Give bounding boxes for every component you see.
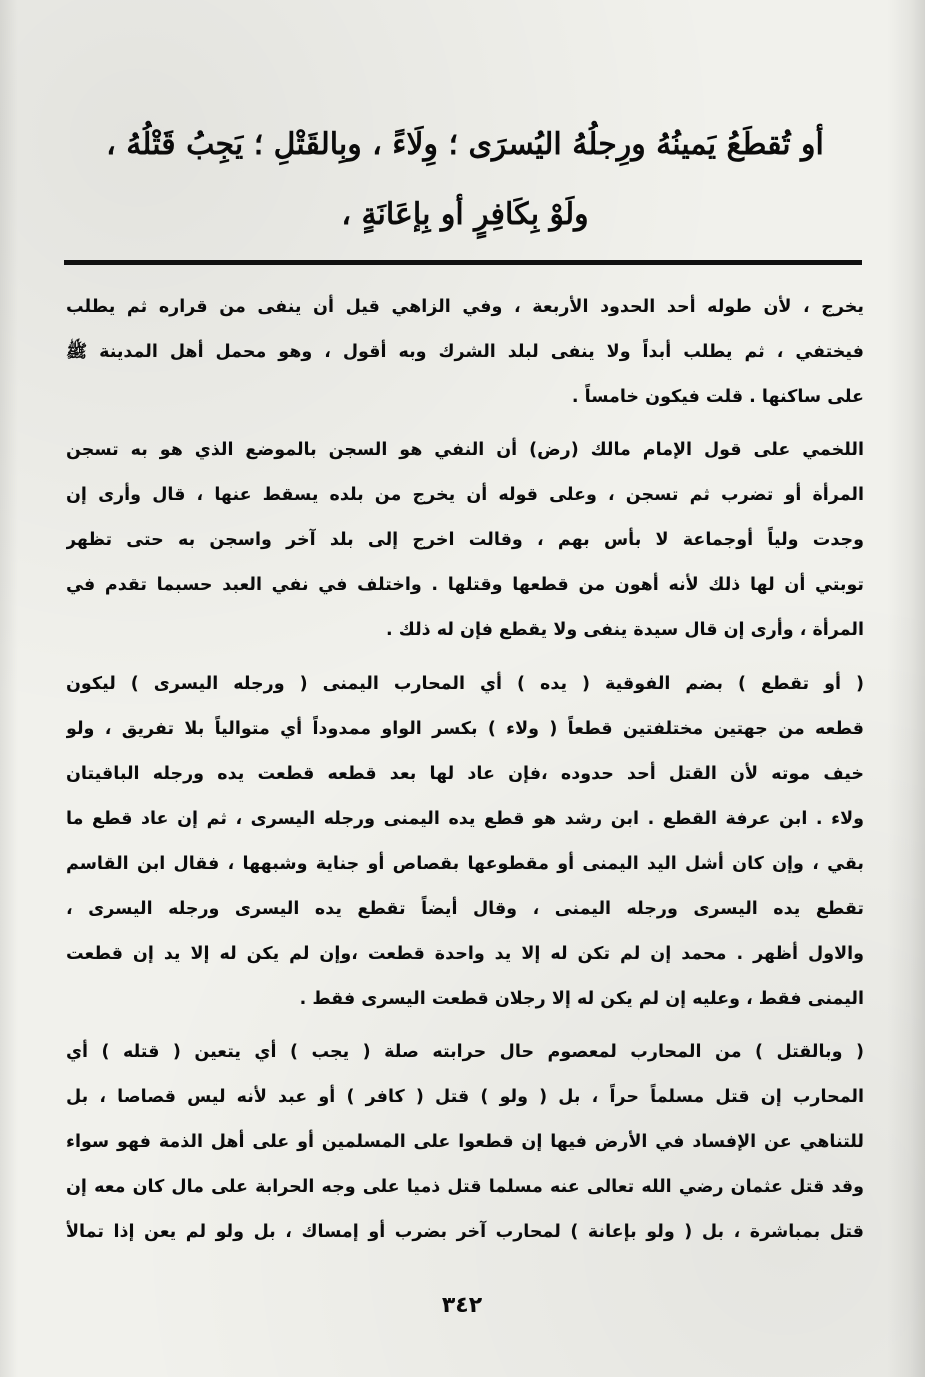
text-line: اليمنى فقط ، وعليه إن لم يكن له إلا رجلان قطعت اليسرى فقط .	[299, 989, 864, 1009]
text-line: قطعه من جهتين مختلفتين قطعاً ( ولاء ) بكسر الواو ممدوداً أي متوالياً بلا تفريق ، ولو	[66, 719, 864, 739]
text-line: على ساكنها . قلت فيكون خامساً .	[571, 387, 864, 407]
text-line: للتناهي عن الإفساد في الأرض فيها إن قطعوا على المسلمين أو على أهل الذمة فهو سواء	[66, 1132, 864, 1152]
paragraph-3	[66, 662, 864, 1022]
text-line: يخرج ، لأن طوله أحد الحدود الأربعة ، وفي الزاهي قيل أن ينفى من قراره ثم يطلب	[66, 297, 864, 317]
text-line: فيختفي ، ثم يطلب أبداً ولا ينفى لبلد الشرك وبه أقول ، وهو محمل أهل المدينة ﷺ	[66, 342, 864, 362]
paragraph-1	[66, 285, 864, 420]
text-line: المرأة أو تضرب ثم تسجن ، وعلى قوله أن يخرج من بلده يسقط عنها ، قال وأرى إن	[66, 485, 864, 505]
text-line: ولاء . ابن عرفة القطع . ابن رشد هو قطع يده اليمنى ورجله اليسرى ، ثم إن عاد قطع ما	[66, 809, 864, 829]
text-line: وقد قتل عثمان رضي الله تعالى عنه مسلما قتل ذميا على وجه الحرابة على مال كان معه إن	[66, 1177, 864, 1197]
text-line: المحارب إن قتل مسلماً حراً ، بل ( ولو ) قتل ( كافر ) أو عبد لأنه ليس قصاصا ، بل	[66, 1087, 864, 1107]
text-line: المرأة ، وأرى إن قال سيدة ينفى ولا يقطع فإن له ذلك .	[386, 620, 864, 640]
text-line: ( أو تقطع ) بضم الفوقية ( يده ) أي المحارب اليمنى ( ورجله اليسرى ) ليكون	[66, 674, 864, 694]
text-line: ( وبالقتل ) من المحارب لمعصوم حال حرابته صلة ( يجب ) أي يتعين ( قتله ) أي	[66, 1042, 864, 1062]
text-line: تقطع يده اليسرى ورجله اليمنى ، وقال أيضاً تقطع يده اليسرى ورجله اليسرى ،	[66, 899, 864, 919]
text-line: والاول أظهر . محمد إن لم تكن له إلا يد واحدة قطعت ،وإن لم يكن له إلا يد إن قطعت	[66, 944, 864, 964]
paragraph-2	[66, 428, 864, 653]
matn-line-1: أو تُقطَعُ يَمينُهُ ورِجلُهُ اليُسرَى ؛ وِلَاءً ، وبِالقَتْلِ ؛ يَجِبُ قَتْلُهُ ،	[106, 127, 824, 162]
text-line: توبتي أن لها ذلك لأنه أهون من قطعها وقتلها . واختلف في نفي العبد حسبما تقدم في	[66, 575, 864, 595]
text-line: خيف موته لأن القتل أحد حدوده ،فإن عاد لها بعد قطعه قطعت يده ورجله الباقيتان	[66, 764, 864, 784]
page-number: ٣٤٢	[441, 1293, 483, 1318]
page-left-shadow	[0, 0, 18, 1377]
text-line: وجدت ولياً أوجماعة لا بأس بهم ، وقالت اخرج إلى بلد آخر واسجن به حتى تظهر	[66, 530, 864, 550]
paragraph-4	[66, 1030, 864, 1255]
matn-line-2: ولَوْ بِكَافِرٍ أو بِإعَانَةٍ ،	[341, 197, 589, 232]
horizontal-rule	[64, 260, 862, 265]
text-line: اللخمي على قول الإمام مالك (رض) أن النفي هو السجن بالموضع الذي هو به تسجن	[66, 440, 864, 460]
text-line: قتل بمباشرة ، بل ( ولو بإعانة ) لمحارب آخر بضرب أو إمساك ، بل ولو لم يعن إذا تمالأ	[66, 1222, 864, 1242]
page-right-shadow	[887, 0, 925, 1377]
text-line: بقي ، وإن كان أشل اليد اليمنى أو مقطوعها بقصاص أو جناية وشبهها ، فقال ابن القاسم	[66, 854, 864, 874]
